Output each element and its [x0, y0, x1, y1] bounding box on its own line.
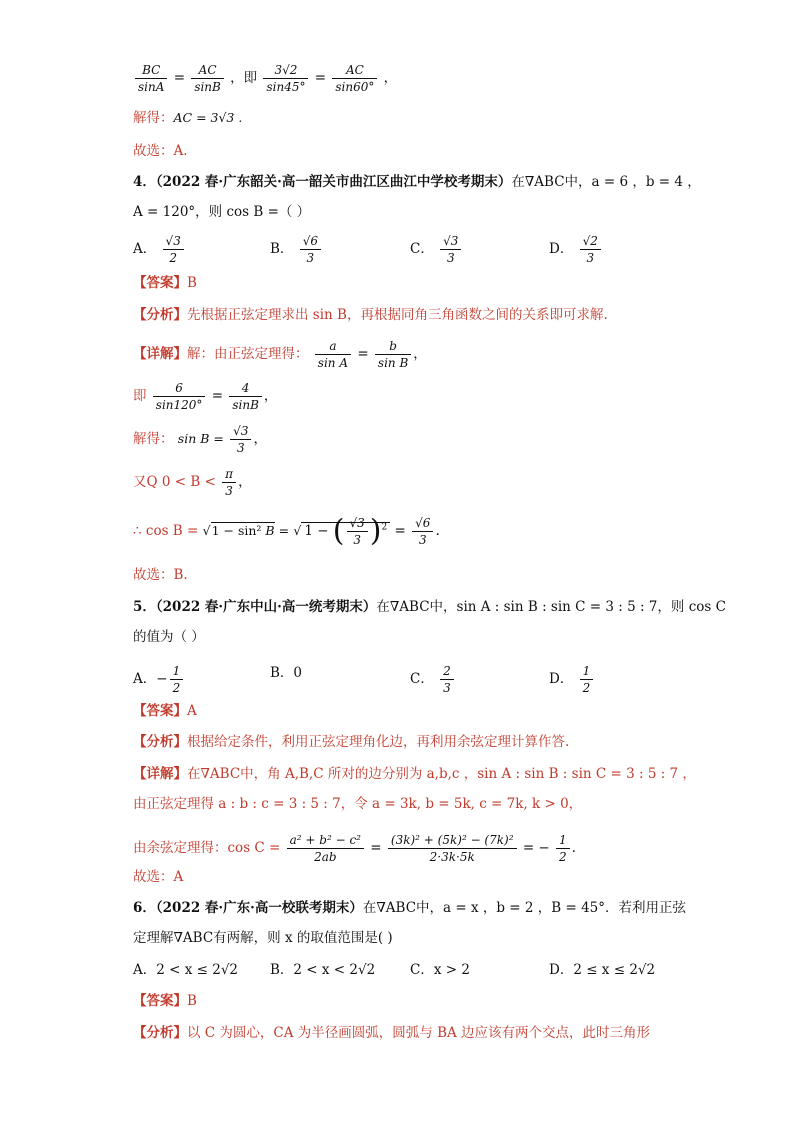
q5-answer-line — [133, 701, 197, 721]
q6-option-b: B．2 < x < 2√2 — [270, 962, 376, 978]
q4-answer-line — [133, 273, 197, 293]
q6-option-d: D．2 ≤ x ≤ 2√2 — [549, 962, 656, 978]
q4-detail: 解：由正弦定理得： — [187, 346, 309, 362]
q4-analysis-label: 【分析】 — [133, 307, 187, 323]
q5-number: 5． — [133, 599, 156, 615]
q4-answer: B — [187, 275, 197, 291]
q6-option-c: C．x > 2 — [410, 962, 470, 978]
q4-option-a: A． $\frac{√3}{2}$ — [133, 233, 186, 266]
q5-detail-line-2: 由正弦定理得 a : b : c = 3 : 5 : 7，令 a = 3k, b = 5k, c = 7k, k > 0， — [133, 796, 583, 812]
q5-stem-line-2: 的值为（ ） — [133, 629, 205, 645]
q5-answer-label: 【答案】 — [133, 703, 187, 719]
q6-answer: B — [187, 993, 197, 1009]
q6-answer-line — [133, 991, 197, 1011]
q4-ji-line: 即 $\frac{6}{\sin 120^\circ}$ = $\frac{4}{\sin B}$ ， — [133, 381, 278, 412]
q4-you: 又Q 0 < B < — [133, 474, 216, 490]
q5-answer: A — [187, 703, 197, 719]
q6-number: 6． — [133, 900, 156, 916]
q4-you-line: 又Q 0 < B < $\frac{\pi}{3}$ ， — [133, 467, 252, 498]
q5-choice-line: 故选：A — [133, 869, 184, 885]
q6-analysis-line — [133, 1023, 650, 1043]
q4-stem-line-1 — [133, 172, 701, 192]
solution-value: AC = 3√3 . — [173, 110, 243, 125]
q4-therefore-line: ∴ cos B = √1 − sin² B = √ 1 − ( $\frac{√3}{3}$ )$^2$ = $\frac{√6}{3}$ . — [133, 513, 440, 549]
q5-option-c: C． $\frac{2}{3}$ — [410, 663, 456, 696]
q5-detail-label: 【详解】 — [133, 766, 187, 782]
q6-stem-1: 在∇ABC中，a = x ，b = 2 ，B = 45°．若利用正弦 — [362, 900, 687, 916]
q4-choice-line: 故选：B. — [133, 567, 188, 583]
q5-analysis-label: 【分析】 — [133, 734, 187, 750]
q4-detail-line: 【详解】解：由正弦定理得： $\frac{a}{\text{sin A}}$ = $\frac{b}{\text{sin B}}$ ， — [133, 339, 427, 370]
q4-option-d: D． $\frac{√2}{3}$ — [549, 233, 603, 266]
q4-solve-label: 解得： — [133, 431, 174, 447]
q6-analysis: 以 C 为圆心，CA 为半径画圆弧，圆弧与 BA 边应该有两个交点，此时三角形 — [187, 1025, 651, 1041]
q5-option-a: A．− $\frac{1}{2}$ — [133, 663, 185, 696]
q5-stem-line-1 — [133, 597, 726, 617]
q4-stem-line-2: A = 120°，则 cos B =（ ） — [133, 204, 311, 220]
top-choice-line: 故选：A. — [133, 143, 188, 159]
q4-option-b: B． $\frac{√6}{3}$ — [270, 233, 323, 266]
q6-source: （2022 春·广东·高一校联考期末） — [155, 900, 363, 916]
top-solution-line — [133, 108, 242, 128]
q5-option-d: D． $\frac{1}{2}$ — [549, 663, 595, 696]
q5-analysis-line — [133, 732, 569, 752]
q5-detail-line-3: 由余弦定理得：cos C = $\frac{\text{a² + b² − c²}}{2ab}$ = $\frac{\text{(3k)² + (5k)² − (7k)²}}{2\cdot 3k\cdot 5k}$ = − $\frac{1}{2}$ . — [133, 833, 576, 864]
q4-option-c: C． $\frac{√3}{3}$ — [410, 233, 463, 266]
q5-stem-1: 在∇ABC中，sin A : sin B : sin C = 3 : 5 : 7，则 cos C — [376, 599, 726, 615]
q4-number: 4． — [133, 174, 156, 190]
top-equation-line: $\frac{BC}{\sin A}$ = $\frac{AC}{\sin B}$ ，即 $\frac{3√2}{\sin 45^\circ}$ = $\frac{AC}{\sin 60^\circ}$ ， — [133, 62, 397, 95]
q4-analysis-line — [133, 305, 608, 325]
q6-option-a: A．2 < x ≤ 2√2 — [133, 962, 239, 978]
q5-detail-1: 在∇ABC中，角 A,B,C 所对的边分别为 a,b,c ，sin A : sin B : sin C = 3 : 5 : 7 ， — [187, 766, 696, 782]
q4-therefore: ∴ cos B = — [133, 523, 199, 539]
q5-analysis: 根据给定条件，利用正弦定理角化边，再利用余弦定理计算作答. — [187, 734, 570, 750]
q4-detail-label: 【详解】 — [133, 346, 187, 362]
q5-source: （2022 春·广东中山·高一统考期末） — [155, 599, 377, 615]
q4-answer-label: 【答案】 — [133, 275, 187, 291]
q5-detail-3: 由余弦定理得：cos C = — [133, 840, 281, 856]
q4-analysis: 先根据正弦定理求出 sin B，再根据同角三角函数之间的关系即可求解. — [187, 307, 608, 323]
q6-stem-line-1 — [133, 898, 686, 918]
q5-detail-line-1 — [133, 764, 696, 784]
q6-answer-label: 【答案】 — [133, 993, 187, 1009]
q6-stem-line-2: 定理解∇ABC有两解，则 x 的取值范围是( ) — [133, 930, 393, 946]
eq-end: ， — [383, 70, 398, 86]
q5-option-b: B．0 — [270, 665, 303, 681]
eq-comma: ，即 — [230, 70, 258, 86]
q4-solve-line: 解得： sin B = $\frac{√3}{3}$ ， — [133, 424, 267, 455]
q4-ji: 即 — [133, 388, 147, 404]
q6-analysis-label: 【分析】 — [133, 1025, 187, 1041]
solution-label: 解得： — [133, 110, 174, 126]
q4-stem-1: 在∇ABC中，a = 6 ，b = 4 ， — [511, 174, 701, 190]
q4-source: （2022 春·广东韶关·高一韶关市曲江区曲江中学校考期末） — [155, 174, 512, 190]
